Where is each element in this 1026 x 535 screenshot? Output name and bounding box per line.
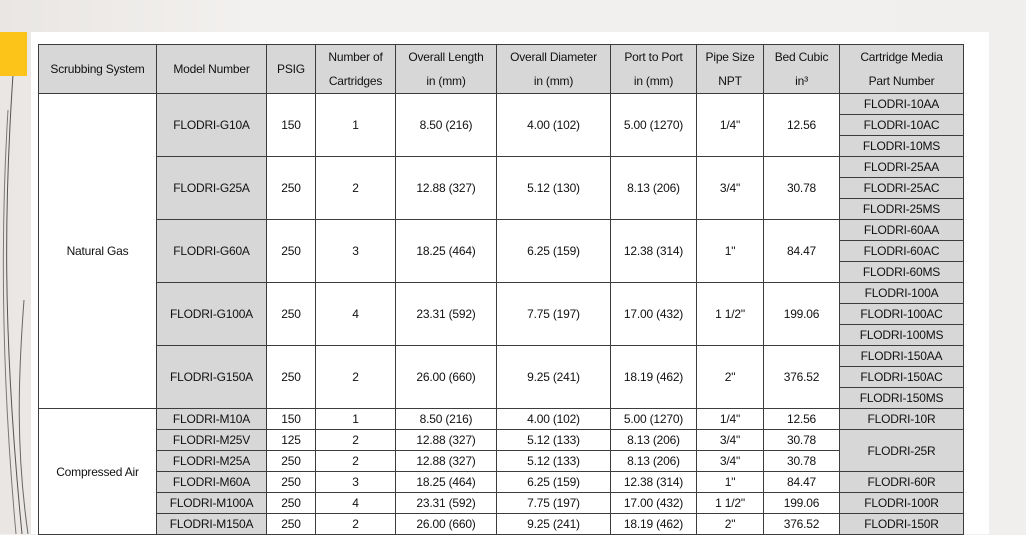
table-body xyxy=(39,94,964,535)
media-part-cell: FLODRI-25AA xyxy=(840,157,964,178)
media-part-cell: FLODRI-60R xyxy=(840,472,964,493)
header-bed-line-1: in³ xyxy=(795,74,808,88)
header-row xyxy=(39,45,964,94)
media-part-cell: FLODRI-10AA xyxy=(840,94,964,115)
diameter-cell: 5.12 (130) xyxy=(497,157,611,220)
header-cartridges-line-1: Cartridges xyxy=(328,74,383,88)
system-cell: Compressed Air xyxy=(39,409,157,535)
header-port-line-0: Port to Port xyxy=(624,50,683,64)
media-part-cell: FLODRI-25MS xyxy=(840,199,964,220)
media-part-cell: FLODRI-25AC xyxy=(840,178,964,199)
pipe-cell: 1" xyxy=(697,220,764,283)
port-cell: 8.13 (206) xyxy=(611,451,697,472)
diameter-cell: 4.00 (102) xyxy=(497,94,611,157)
media-part-cell: FLODRI-150MS xyxy=(840,388,964,409)
diameter-cell: 5.12 (133) xyxy=(497,430,611,451)
header-bed-line-0: Bed Cubic xyxy=(774,50,829,64)
psig-cell: 250 xyxy=(267,157,316,220)
media-part-cell: FLODRI-100R xyxy=(840,493,964,514)
bed-cell: 84.47 xyxy=(764,472,840,493)
media-part-cell: FLODRI-150R xyxy=(840,514,964,535)
header-pipe-line-0: Pipe Size xyxy=(705,50,755,64)
model-number-cell: FLODRI-M60A xyxy=(157,472,267,493)
cartridges-cell: 3 xyxy=(316,472,396,493)
pipe-cell: 3/4" xyxy=(697,157,764,220)
media-part-cell: FLODRI-60MS xyxy=(840,262,964,283)
psig-cell: 250 xyxy=(267,472,316,493)
header-diameter-line-0: Overall Diameter xyxy=(510,50,597,64)
model-number-cell: FLODRI-M25V xyxy=(157,430,267,451)
table-row xyxy=(39,409,964,430)
cartridges-cell: 1 xyxy=(316,94,396,157)
bed-cell: 30.78 xyxy=(764,451,840,472)
port-cell: 5.00 (1270) xyxy=(611,409,697,430)
bed-cell: 199.06 xyxy=(764,283,840,346)
diameter-cell: 4.00 (102) xyxy=(497,409,611,430)
psig-cell: 250 xyxy=(267,220,316,283)
bed-cell: 376.52 xyxy=(764,514,840,535)
table-row xyxy=(39,472,964,493)
header-length xyxy=(396,45,497,94)
port-cell: 8.13 (206) xyxy=(611,430,697,451)
header-model xyxy=(157,45,267,94)
pipe-cell: 1" xyxy=(697,472,764,493)
header-port xyxy=(611,45,697,94)
table-row xyxy=(39,346,964,367)
media-part-cell: FLODRI-25R xyxy=(840,430,964,472)
length-cell: 8.50 (216) xyxy=(396,94,497,157)
media-part-cell: FLODRI-100AC xyxy=(840,304,964,325)
bed-cell: 30.78 xyxy=(764,430,840,451)
model-number-cell: FLODRI-G25A xyxy=(157,157,267,220)
psig-cell: 250 xyxy=(267,283,316,346)
diameter-cell: 9.25 (241) xyxy=(497,514,611,535)
media-part-cell: FLODRI-10R xyxy=(840,409,964,430)
media-part-cell: FLODRI-60AC xyxy=(840,241,964,262)
length-cell: 26.00 (660) xyxy=(396,346,497,409)
header-cartridges xyxy=(316,45,396,94)
spec-table xyxy=(38,44,964,535)
media-part-cell: FLODRI-150AA xyxy=(840,346,964,367)
model-number-cell: FLODRI-M10A xyxy=(157,409,267,430)
bed-cell: 12.56 xyxy=(764,94,840,157)
header-model-line-0: Model Number xyxy=(173,62,250,76)
media-part-cell: FLODRI-10AC xyxy=(840,115,964,136)
system-cell: Natural Gas xyxy=(39,94,157,409)
media-part-cell: FLODRI-150AC xyxy=(840,367,964,388)
bed-cell: 376.52 xyxy=(764,346,840,409)
bed-cell: 84.47 xyxy=(764,220,840,283)
length-cell: 12.88 (327) xyxy=(396,157,497,220)
table-row xyxy=(39,493,964,514)
header-diameter-line-1: in (mm) xyxy=(533,74,574,88)
diameter-cell: 5.12 (133) xyxy=(497,451,611,472)
pipe-cell: 2" xyxy=(697,346,764,409)
length-cell: 12.88 (327) xyxy=(396,451,497,472)
pipe-cell: 3/4" xyxy=(697,430,764,451)
length-cell: 26.00 (660) xyxy=(396,514,497,535)
media-part-cell: FLODRI-100MS xyxy=(840,325,964,346)
model-number-cell: FLODRI-G60A xyxy=(157,220,267,283)
pipe-cell: 1 1/2" xyxy=(697,283,764,346)
psig-cell: 125 xyxy=(267,430,316,451)
port-cell: 18.19 (462) xyxy=(611,346,697,409)
length-cell: 12.88 (327) xyxy=(396,430,497,451)
diameter-cell: 9.25 (241) xyxy=(497,346,611,409)
header-bed xyxy=(764,45,840,94)
cartridges-cell: 1 xyxy=(316,409,396,430)
port-cell: 17.00 (432) xyxy=(611,493,697,514)
model-number-cell: FLODRI-M25A xyxy=(157,451,267,472)
cartridges-cell: 3 xyxy=(316,220,396,283)
cartridges-cell: 2 xyxy=(316,346,396,409)
pipe-cell: 1/4" xyxy=(697,409,764,430)
bed-cell: 12.56 xyxy=(764,409,840,430)
psig-cell: 150 xyxy=(267,409,316,430)
header-pipe xyxy=(697,45,764,94)
diameter-cell: 6.25 (159) xyxy=(497,472,611,493)
psig-cell: 250 xyxy=(267,346,316,409)
model-number-cell: FLODRI-G100A xyxy=(157,283,267,346)
port-cell: 17.00 (432) xyxy=(611,283,697,346)
header-media xyxy=(840,45,964,94)
table-header xyxy=(39,45,964,94)
port-cell: 18.19 (462) xyxy=(611,514,697,535)
length-cell: 23.31 (592) xyxy=(396,493,497,514)
model-number-cell: FLODRI-M100A xyxy=(157,493,267,514)
cartridges-cell: 2 xyxy=(316,157,396,220)
table-row xyxy=(39,430,964,451)
media-part-cell: FLODRI-10MS xyxy=(840,136,964,157)
header-media-line-0: Cartridge Media xyxy=(860,50,943,64)
header-diameter xyxy=(497,45,611,94)
table-row xyxy=(39,220,964,241)
media-part-cell: FLODRI-100A xyxy=(840,283,964,304)
length-cell: 8.50 (216) xyxy=(396,409,497,430)
cartridges-cell: 2 xyxy=(316,514,396,535)
header-length-line-1: in (mm) xyxy=(426,74,466,88)
media-part-cell: FLODRI-60AA xyxy=(840,220,964,241)
table-row xyxy=(39,283,964,304)
header-pipe-line-1: NPT xyxy=(718,74,742,88)
table-row xyxy=(39,157,964,178)
diameter-cell: 7.75 (197) xyxy=(497,493,611,514)
table-row xyxy=(39,514,964,535)
header-system xyxy=(39,45,157,94)
port-cell: 8.13 (206) xyxy=(611,157,697,220)
psig-cell: 250 xyxy=(267,514,316,535)
model-number-cell: FLODRI-G150A xyxy=(157,346,267,409)
psig-cell: 250 xyxy=(267,493,316,514)
diameter-cell: 6.25 (159) xyxy=(497,220,611,283)
cartridges-cell: 2 xyxy=(316,451,396,472)
header-length-line-0: Overall Length xyxy=(408,50,484,64)
cartridges-cell: 2 xyxy=(316,430,396,451)
header-system-line-0: Scrubbing System xyxy=(50,62,145,76)
header-cartridges-line-0: Number of xyxy=(328,50,383,64)
length-cell: 18.25 (464) xyxy=(396,220,497,283)
pipe-cell: 1/4" xyxy=(697,94,764,157)
header-psig xyxy=(267,45,316,94)
accent-bar xyxy=(0,32,27,76)
cartridges-cell: 4 xyxy=(316,283,396,346)
cartridges-cell: 4 xyxy=(316,493,396,514)
table-row xyxy=(39,94,964,115)
pipe-cell: 3/4" xyxy=(697,451,764,472)
port-cell: 5.00 (1270) xyxy=(611,94,697,157)
model-number-cell: FLODRI-G10A xyxy=(157,94,267,157)
psig-cell: 150 xyxy=(267,94,316,157)
pipe-cell: 1 1/2" xyxy=(697,493,764,514)
port-cell: 12.38 (314) xyxy=(611,472,697,493)
psig-cell: 250 xyxy=(267,451,316,472)
table-row xyxy=(39,451,964,472)
bed-cell: 199.06 xyxy=(764,493,840,514)
header-media-line-1: Part Number xyxy=(868,74,935,88)
model-number-cell: FLODRI-M150A xyxy=(157,514,267,535)
length-cell: 23.31 (592) xyxy=(396,283,497,346)
pipe-cell: 2" xyxy=(697,514,764,535)
header-psig-line-0: PSIG xyxy=(277,62,305,76)
bed-cell: 30.78 xyxy=(764,157,840,220)
port-cell: 12.38 (314) xyxy=(611,220,697,283)
header-port-line-1: in (mm) xyxy=(633,74,674,88)
diameter-cell: 7.75 (197) xyxy=(497,283,611,346)
length-cell: 18.25 (464) xyxy=(396,472,497,493)
